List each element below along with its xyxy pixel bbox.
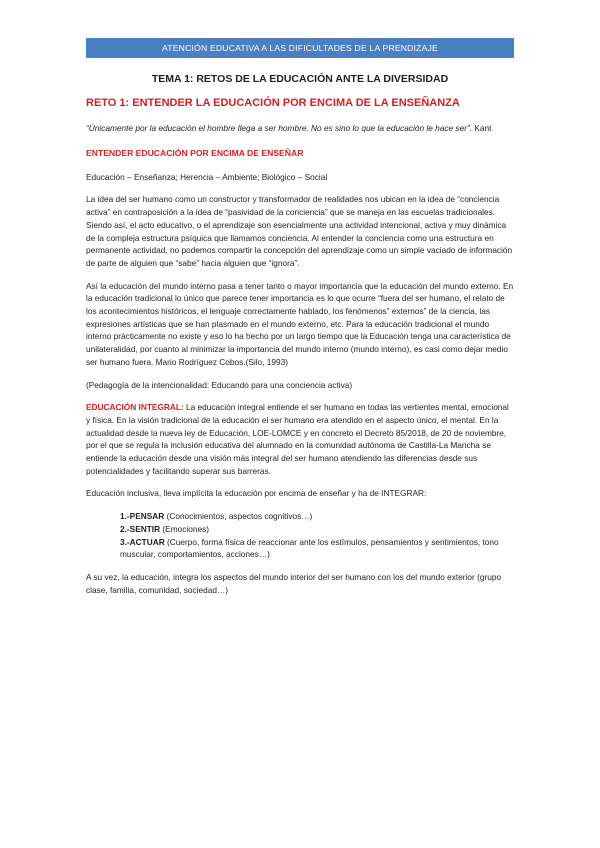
list-item-text: (Emociones) [160,523,209,534]
integrar-list [86,510,514,561]
list-item-label: 1.-PENSAR [120,511,165,522]
list-item-label: 3.-ACTUAR [120,536,165,547]
reto-heading: RETO 1: ENTENDER LA EDUCACIÓN POR ENCIMA DE LA ENSEÑANZA [86,97,460,109]
inclusiva-line: Educación inclusiva, lleva implícita la educación por encima de enseñar y ha de INTEGRAR: [86,488,427,499]
paragraph-conciencia-activa: La idea del ser humano como un constructor y transformador de realidades nos ubican en la idea de “conciencia activa” en contraposición a la idea de “pasividad de la conciencia” que se maneja en las escuelas tradicionales. Siendo así, el acto educativo, o el aprendizaje son esencialmente una actividad intencional, activa y muy dinámica de la compleja estructura psíquica que llamamos conciencia. Al entender la conciencia como una estructura en permanente actividad, no podemos compartir la concepción del aprendizaje como un simple vaciado de información de parte de alguien que “sabe” hacia alguien que “ignora”. [86,194,513,268]
header-band [86,38,514,58]
kant-quote [86,122,514,135]
paragraph-educacion-integral [86,401,514,477]
list-item-text: (Cuerpo, forma física de reaccionar ante los estímulos, pensamientos y sentimientos, tono muscular, comportamientos, acciones…) [120,536,499,560]
integral-text: La educación integral entiende el ser humano en todas las vertientes mental, emocional y física. En la visión tradicional de la educación el ser humano era atendido en el aspecto único, el mental. En la actualidad desde la nueva ley de Educación, LOE-LOMCE y en concreto el Decreto 85/2018, de 20 de noviembre, por el que se regula la inclusión educativa del alumnado en la comunidad autónoma de Castilla-La Mancha se entiende la educación desde una visión más integral del ser humano atendiendo las diferencias desde sus potencialidades y facilitando superar sus barreras. [86,402,509,476]
subheading: ENTENDER EDUCACIÓN POR ENCIMA DE ENSEÑAR [86,147,304,158]
quote-text: “Únicamente por la educación el hombre llega a ser hombre. No es sino lo que la educación le hace ser” [86,123,470,133]
list-item-actuar [120,536,514,561]
closing-paragraph: A su vez, la educación, integra los aspectos del mundo interior del ser humano con los del mundo exterior (grupo clase, familia, comunidad, sociedad…) [86,571,502,595]
list-item-pensar [120,510,514,523]
header-text: ATENCIÓN EDUCATIVA A LAS DIFICULTADES DE LA PRENDIZAJE [162,43,438,53]
keywords-line: Educación – Enseñanza; Herencia – Ambiente; Biológico – Social [86,171,328,182]
document-title: TEMA 1: RETOS DE LA EDUCACIÓN ANTE LA DIVERSIDAD [151,73,449,85]
integral-label: EDUCACIÓN INTEGRAL: [86,402,184,413]
document-body [86,72,514,606]
list-item-sentir [120,523,514,536]
list-item-text: (Conocimientos, aspectos cognitivos…) [164,511,313,522]
paragraph-pedagogia: (Pedagogía de la intencionalidad: Educando para una conciencia activa) [86,379,353,390]
quote-author: . Kant [469,123,492,133]
list-item-label: 2.-SENTIR [120,523,161,534]
paragraph-mundo-interno: Así la educación del mundo interno pasa a tener tanto o mayor importancia que la educación del mundo externo. En la educación tradicional lo único que parece tener importancia es lo que ocurre “fuera del ser humano, el relato de los acontecimientos históricos, el lenguaje correctamente hablado, los fenómenos” externos” de la ciencia, las expresiones artísticas que se han plasmado en el mundo externo, etc. Para la educación tradicional el mundo interno prácticamente no existe y eso lo ha hecho por un largo tiempo que la Educación tenga una característica de unilateralidad, por cuanto al minimizar la importancia del mundo interno (mundo interno), es casi como dejar medio ser humano fuera. Mario Rodríguez Cobos.(Silo, 1993) [86,280,514,367]
